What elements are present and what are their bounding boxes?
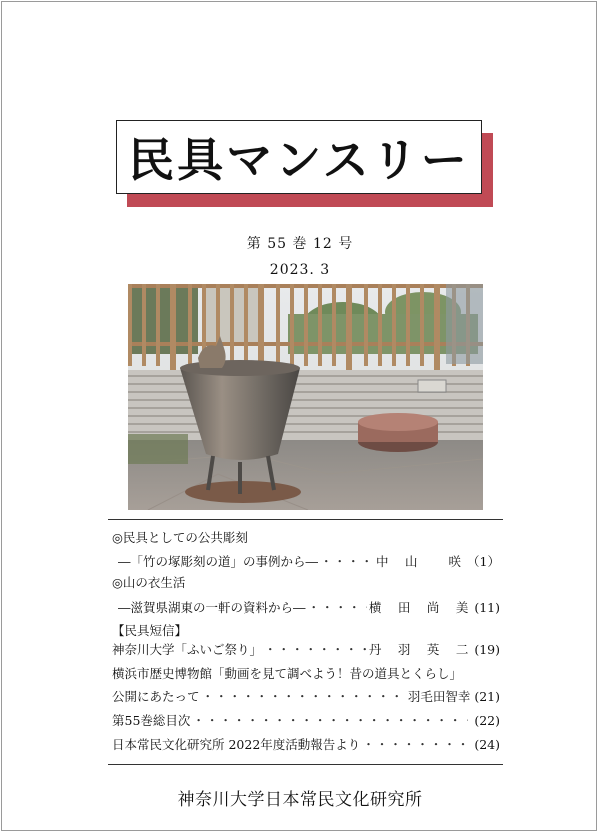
toc-entry-page: (21) [474, 688, 500, 704]
toc-entry[interactable] [112, 663, 500, 683]
toc-entry[interactable] [112, 639, 500, 659]
toc-top-rule [108, 519, 503, 520]
toc-entry-title: ◎山の衣生活 [112, 575, 186, 590]
toc-entry[interactable] [112, 710, 500, 730]
journal-title: 民具マンスリー [128, 133, 470, 187]
toc-entry-page: （1） [467, 554, 500, 569]
toc-leader-dots [308, 598, 367, 616]
toc-section-heading: 【民具短信】 [112, 623, 188, 638]
toc-entry-author: 中 山 咲 [376, 554, 464, 569]
toc-entry-page: (11) [474, 599, 500, 615]
toc-entry-title: 神奈川大学「ふいご祭り」 [112, 642, 263, 657]
toc-leader-dots [192, 711, 468, 729]
toc-entry-title: ―「竹の塚彫刻の道」の事例から― [118, 554, 319, 569]
toc-entry[interactable] [118, 551, 500, 571]
toc-entry[interactable] [112, 734, 500, 754]
volume-number: 第 55 巻 12 号 [246, 236, 354, 252]
title-box [116, 120, 482, 194]
toc-entry[interactable] [112, 572, 500, 592]
toc-entry-page: (24) [474, 736, 500, 752]
toc-entry-title: 第55巻総目次 [112, 713, 191, 728]
toc-leader-dots [264, 640, 367, 658]
toc-entry-title: 公開にあたって [112, 689, 200, 704]
toc-entry-author: 丹 羽 英 二 [368, 642, 471, 657]
toc-entry-author: 横 田 尚 美 [368, 600, 471, 615]
toc-leader-dots [202, 687, 406, 705]
toc-entry-title: ―滋賀県湖東の一軒の資料から― [118, 600, 306, 615]
issue-date: 2023. 3 [269, 262, 331, 278]
toc-bottom-rule [108, 764, 503, 765]
cover-photo [128, 284, 483, 510]
toc-entry[interactable] [112, 620, 500, 640]
toc-entry[interactable] [118, 597, 500, 617]
toc-entry-title: 横浜市歴史博物館「動画を見て調べよう！昔の道具とくらし」 [112, 666, 463, 681]
toc-entry-title: ◎民具としての公共彫刻 [112, 530, 248, 545]
toc-entry-page: (22) [474, 712, 500, 728]
toc-entry-author: 羽毛田智幸 [407, 689, 471, 704]
sculpture-photo-illustration [128, 284, 483, 510]
toc-leader-dots [320, 552, 374, 570]
toc-entry[interactable] [112, 527, 500, 547]
toc-entry-page: (19) [474, 641, 500, 657]
toc-entry-title: 日本常民文化研究所 2022年度活動報告より [112, 737, 361, 752]
toc-leader-dots [362, 735, 468, 753]
toc-entry[interactable] [112, 686, 500, 706]
publisher-name: 神奈川大学日本常民文化研究所 [177, 790, 423, 810]
